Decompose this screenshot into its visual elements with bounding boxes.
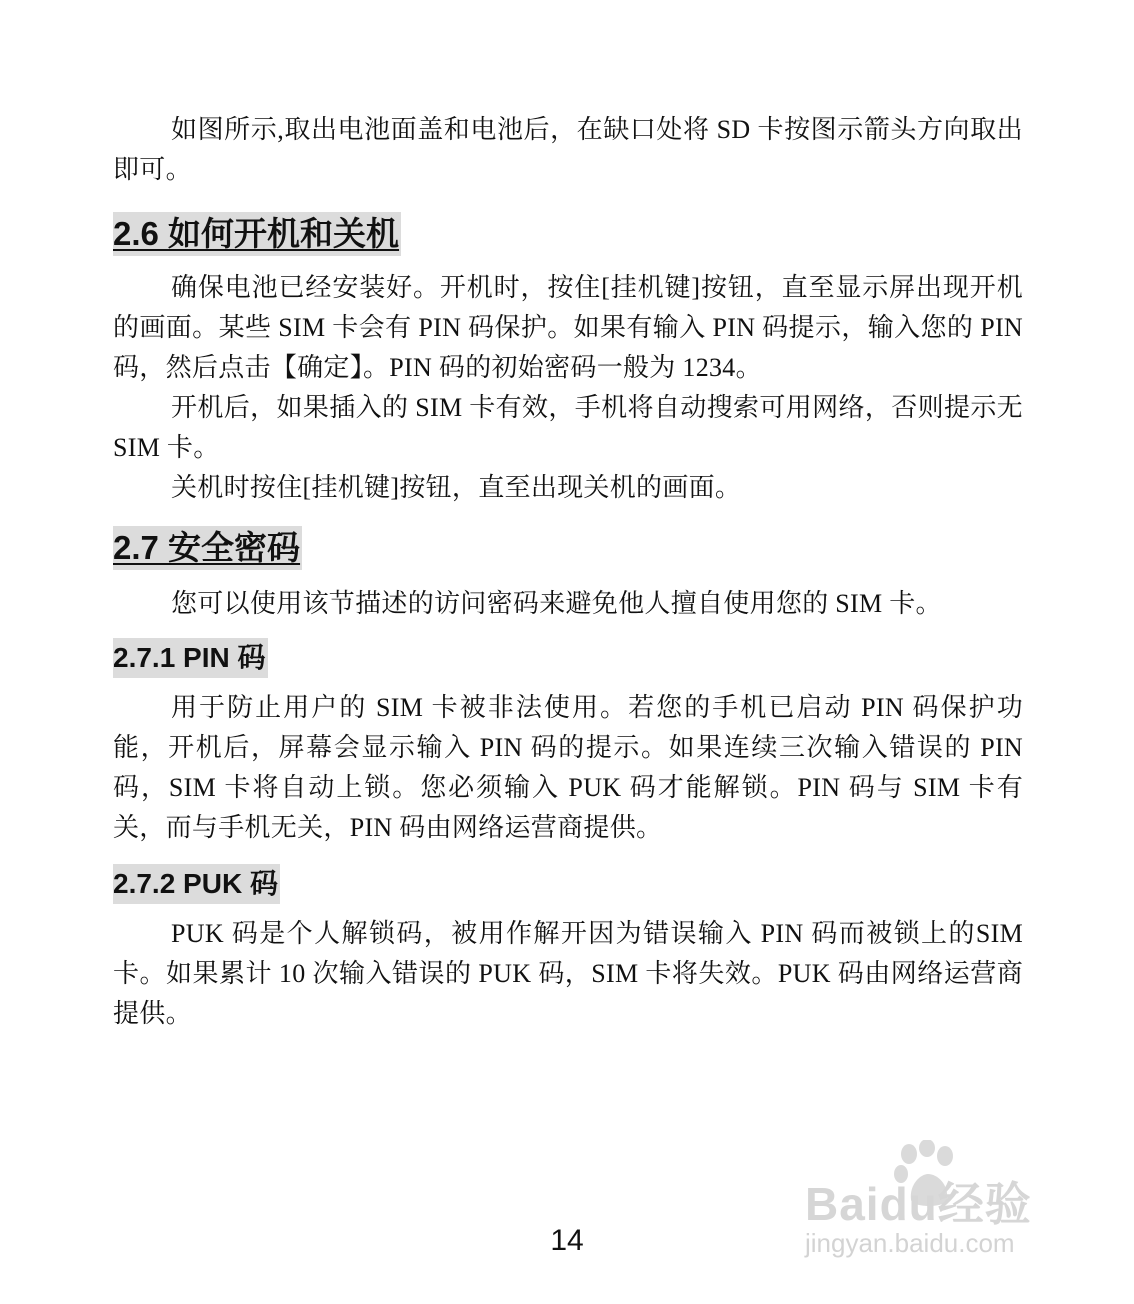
section-2-6-paragraph-1: 确保电池已经安装好。开机时，按住[挂机键]按钮，直至显示屏出现开机的画面。某些 SIM 卡会有 PIN 码保护。如果有输入 PIN 码提示，输入您的 PIN 码，然后点击【确定】。PIN 码的初始密码一般为 1234。: [113, 273, 1023, 382]
section-2-7-1-heading: 2.7.1 PIN 码: [113, 638, 268, 678]
section-2-7-heading: 2.7 安全密码: [113, 526, 302, 570]
watermark-brand: Baidu经验: [805, 1178, 1032, 1230]
section-2-7-heading-wrap: [113, 526, 1023, 570]
section-2-7-1-heading-wrap: [113, 638, 1023, 678]
section-2-6-heading-wrap: [113, 212, 1023, 256]
section-2-7-2-paragraph-1: PUK 码是个人解锁码，被用作解开因为错误输入 PIN 码而被锁上的SIM 卡。如果累计 10 次输入错误的 PUK 码，SIM 卡将失效。PUK 码由网络运营商提供。: [113, 919, 1023, 1028]
section-2-7-paragraph-1: 您可以使用该节描述的访问密码来避免他人擅自使用您的 SIM 卡。: [171, 589, 942, 618]
section-2-6-heading: 2.6 如何开机和关机: [113, 212, 401, 256]
section-2-7-2-heading: 2.7.2 PUK 码: [113, 864, 280, 904]
section-2-7-2-heading-wrap: [113, 864, 1023, 904]
page-number: 14: [550, 1224, 584, 1257]
section-2-6-paragraph-2: 开机后，如果插入的 SIM 卡有效，手机将自动搜索可用网络，否则提示无 SIM 卡。: [113, 393, 1023, 462]
section-2-6-paragraph-3: 关机时按住[挂机键]按钮，直至出现关机的画面。: [171, 473, 742, 502]
document-page: [113, 110, 1023, 1034]
intro-paragraph: 如图所示,取出电池面盖和电池后，在缺口处将 SD 卡按图示箭头方向取出即可。: [113, 115, 1023, 184]
section-2-7-1-paragraph-1: 用于防止用户的 SIM 卡被非法使用。若您的手机已启动 PIN 码保护功能，开机后，屏幕会显示输入 PIN 码的提示。如果连续三次输入错误的 PIN 码，SIM 卡将自动上锁。您必须输入 PUK 码才能解锁。PIN 码与 SIM 卡有关，而与手机无关，PIN 码由网络运营商提供。: [113, 693, 1023, 842]
watermark-url: jingyan.baidu.com: [805, 1228, 1015, 1258]
